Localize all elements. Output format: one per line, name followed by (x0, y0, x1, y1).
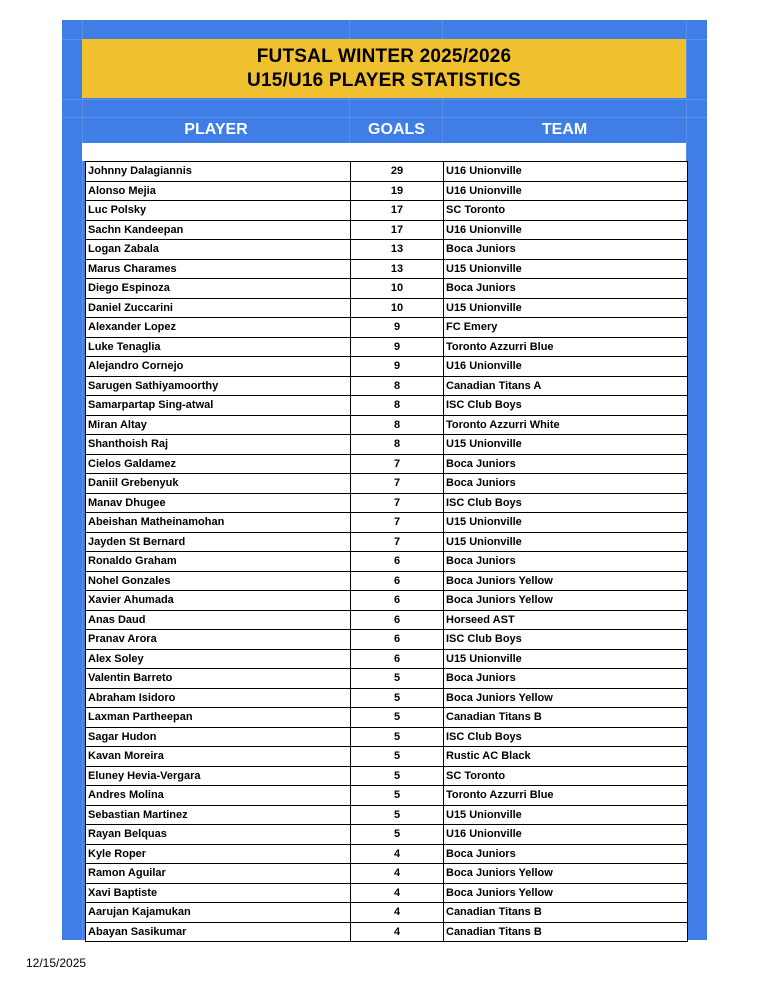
team-cell: Canadian Titans B (444, 922, 688, 942)
goals-cell: 5 (351, 747, 444, 767)
team-cell: ISC Club Boys (444, 396, 688, 416)
goals-cell: 5 (351, 766, 444, 786)
table-row (86, 805, 688, 825)
goals-cell: 5 (351, 688, 444, 708)
player-cell: Alexander Lopez (86, 318, 351, 338)
table-row (86, 688, 688, 708)
table-row (86, 844, 688, 864)
header-team: TEAM (541, 121, 588, 138)
player-cell: Ronaldo Graham (86, 552, 351, 572)
table-row (86, 708, 688, 728)
table-row (86, 552, 688, 572)
goals-cell: 7 (351, 532, 444, 552)
table-row (86, 162, 688, 182)
team-cell: FC Emery (444, 318, 688, 338)
header-goals: GOALS (368, 121, 425, 138)
goals-cell: 5 (351, 786, 444, 806)
team-cell: U15 Unionville (444, 532, 688, 552)
player-cell: Alonso Mejia (86, 181, 351, 201)
stats-table (85, 161, 688, 942)
title-line-1: FUTSAL WINTER 2025/2026 (256, 45, 512, 67)
table-row (86, 825, 688, 845)
table-row (86, 279, 688, 299)
player-cell: Alex Soley (86, 649, 351, 669)
player-cell: Abraham Isidoro (86, 688, 351, 708)
table-row (86, 240, 688, 260)
table-row (86, 396, 688, 416)
table-row (86, 883, 688, 903)
team-cell: Horseed AST (444, 610, 688, 630)
table-row (86, 864, 688, 884)
spacer-row (82, 143, 686, 161)
table-row (86, 454, 688, 474)
goals-cell: 6 (351, 649, 444, 669)
table-row (86, 649, 688, 669)
team-cell: Boca Juniors (444, 844, 688, 864)
goals-cell: 7 (351, 474, 444, 494)
goals-cell: 10 (351, 298, 444, 318)
player-cell: Diego Espinoza (86, 279, 351, 299)
goals-cell: 6 (351, 610, 444, 630)
team-cell: Boca Juniors (444, 552, 688, 572)
goals-cell: 8 (351, 415, 444, 435)
team-cell: ISC Club Boys (444, 630, 688, 650)
team-cell: Toronto Azzurri White (444, 415, 688, 435)
player-cell: Andres Molina (86, 786, 351, 806)
goals-cell: 13 (351, 259, 444, 279)
goals-cell: 5 (351, 727, 444, 747)
team-cell: U15 Unionville (444, 298, 688, 318)
player-cell: Abayan Sasikumar (86, 922, 351, 942)
team-cell: Boca Juniors (444, 279, 688, 299)
goals-cell: 4 (351, 844, 444, 864)
goals-cell: 7 (351, 513, 444, 533)
table-row (86, 922, 688, 942)
team-cell: Boca Juniors (444, 669, 688, 689)
goals-cell: 9 (351, 337, 444, 357)
table-row (86, 591, 688, 611)
goals-cell: 6 (351, 630, 444, 650)
player-cell: Shanthoish Raj (86, 435, 351, 455)
goals-cell: 6 (351, 591, 444, 611)
table-row (86, 357, 688, 377)
team-cell: Boca Juniors Yellow (444, 571, 688, 591)
team-cell: U15 Unionville (444, 435, 688, 455)
team-cell: Toronto Azzurri Blue (444, 337, 688, 357)
team-cell: Boca Juniors (444, 454, 688, 474)
goals-cell: 6 (351, 571, 444, 591)
goals-cell: 4 (351, 883, 444, 903)
team-cell: Canadian Titans A (444, 376, 688, 396)
player-cell: Xavier Ahumada (86, 591, 351, 611)
team-cell: U16 Unionville (444, 825, 688, 845)
player-cell: Jayden St Bernard (86, 532, 351, 552)
team-cell: Boca Juniors Yellow (444, 864, 688, 884)
team-cell: Boca Juniors (444, 240, 688, 260)
goals-cell: 5 (351, 669, 444, 689)
table-row (86, 474, 688, 494)
table-row (86, 903, 688, 923)
table-row (86, 786, 688, 806)
title-banner (82, 39, 686, 98)
team-cell: U16 Unionville (444, 162, 688, 182)
goals-cell: 13 (351, 240, 444, 260)
team-cell: Canadian Titans B (444, 708, 688, 728)
goals-cell: 9 (351, 357, 444, 377)
player-cell: Cielos Galdamez (86, 454, 351, 474)
table-row (86, 571, 688, 591)
goals-cell: 6 (351, 552, 444, 572)
player-cell: Abeishan Matheinamohan (86, 513, 351, 533)
team-cell: Toronto Azzurri Blue (444, 786, 688, 806)
player-cell: Manav Dhugee (86, 493, 351, 513)
table-row (86, 415, 688, 435)
table-row (86, 298, 688, 318)
team-cell: U15 Unionville (444, 805, 688, 825)
team-cell: U15 Unionville (444, 649, 688, 669)
table-row (86, 220, 688, 240)
goals-cell: 7 (351, 493, 444, 513)
goals-cell: 4 (351, 903, 444, 923)
table-row (86, 493, 688, 513)
player-cell: Anas Daud (86, 610, 351, 630)
table-row (86, 337, 688, 357)
player-cell: Kavan Moreira (86, 747, 351, 767)
goals-cell: 17 (351, 201, 444, 221)
player-cell: Samarpartap Sing-atwal (86, 396, 351, 416)
player-cell: Sachn Kandeepan (86, 220, 351, 240)
player-cell: Rayan Belquas (86, 825, 351, 845)
team-cell: Boca Juniors Yellow (444, 883, 688, 903)
table-header (82, 118, 686, 142)
player-cell: Logan Zabala (86, 240, 351, 260)
player-cell: Ramon Aguilar (86, 864, 351, 884)
goals-cell: 9 (351, 318, 444, 338)
player-cell: Aarujan Kajamukan (86, 903, 351, 923)
table-row (86, 181, 688, 201)
goals-cell: 4 (351, 922, 444, 942)
team-cell: Boca Juniors Yellow (444, 688, 688, 708)
table-row (86, 727, 688, 747)
player-cell: Daniil Grebenyuk (86, 474, 351, 494)
goals-cell: 19 (351, 181, 444, 201)
goals-cell: 10 (351, 279, 444, 299)
team-cell: SC Toronto (444, 201, 688, 221)
table-row (86, 669, 688, 689)
goals-cell: 17 (351, 220, 444, 240)
table-row (86, 747, 688, 767)
table-row (86, 201, 688, 221)
player-cell: Daniel Zuccarini (86, 298, 351, 318)
goals-cell: 8 (351, 396, 444, 416)
player-cell: Marus Charames (86, 259, 351, 279)
goals-cell: 5 (351, 825, 444, 845)
team-cell: Boca Juniors Yellow (444, 591, 688, 611)
player-cell: Nohel Gonzales (86, 571, 351, 591)
player-cell: Laxman Partheepan (86, 708, 351, 728)
player-cell: Luc Polsky (86, 201, 351, 221)
table-row (86, 318, 688, 338)
table-row (86, 532, 688, 552)
goals-cell: 7 (351, 454, 444, 474)
player-cell: Alejandro Cornejo (86, 357, 351, 377)
goals-cell: 5 (351, 708, 444, 728)
team-cell: ISC Club Boys (444, 493, 688, 513)
player-cell: Sarugen Sathiyamoorthy (86, 376, 351, 396)
player-cell: Sebastian Martinez (86, 805, 351, 825)
player-cell: Luke Tenaglia (86, 337, 351, 357)
goals-cell: 8 (351, 376, 444, 396)
table-row (86, 435, 688, 455)
player-cell: Miran Altay (86, 415, 351, 435)
table-row (86, 610, 688, 630)
team-cell: U16 Unionville (444, 220, 688, 240)
player-cell: Xavi Baptiste (86, 883, 351, 903)
goals-cell: 29 (351, 162, 444, 182)
goals-cell: 4 (351, 864, 444, 884)
goals-cell: 5 (351, 805, 444, 825)
grid-line (62, 99, 707, 100)
team-cell: U16 Unionville (444, 357, 688, 377)
player-cell: Valentin Barreto (86, 669, 351, 689)
team-cell: Rustic AC Black (444, 747, 688, 767)
team-cell: U16 Unionville (444, 181, 688, 201)
table-row (86, 376, 688, 396)
player-cell: Pranav Arora (86, 630, 351, 650)
team-cell: SC Toronto (444, 766, 688, 786)
table-row (86, 259, 688, 279)
header-player: PLAYER (184, 121, 248, 138)
team-cell: U15 Unionville (444, 513, 688, 533)
table-row (86, 766, 688, 786)
table-row (86, 513, 688, 533)
title-line-2: U15/U16 PLAYER STATISTICS (247, 69, 521, 91)
team-cell: U15 Unionville (444, 259, 688, 279)
player-cell: Kyle Roper (86, 844, 351, 864)
player-cell: Sagar Hudon (86, 727, 351, 747)
player-cell: Eluney Hevia-Vergara (86, 766, 351, 786)
table-row (86, 630, 688, 650)
print-date: 12/15/2025 (26, 956, 87, 970)
stats-table-body (86, 162, 688, 942)
player-cell: Johnny Dalagiannis (86, 162, 351, 182)
team-cell: Canadian Titans B (444, 903, 688, 923)
team-cell: ISC Club Boys (444, 727, 688, 747)
team-cell: Boca Juniors (444, 474, 688, 494)
goals-cell: 8 (351, 435, 444, 455)
